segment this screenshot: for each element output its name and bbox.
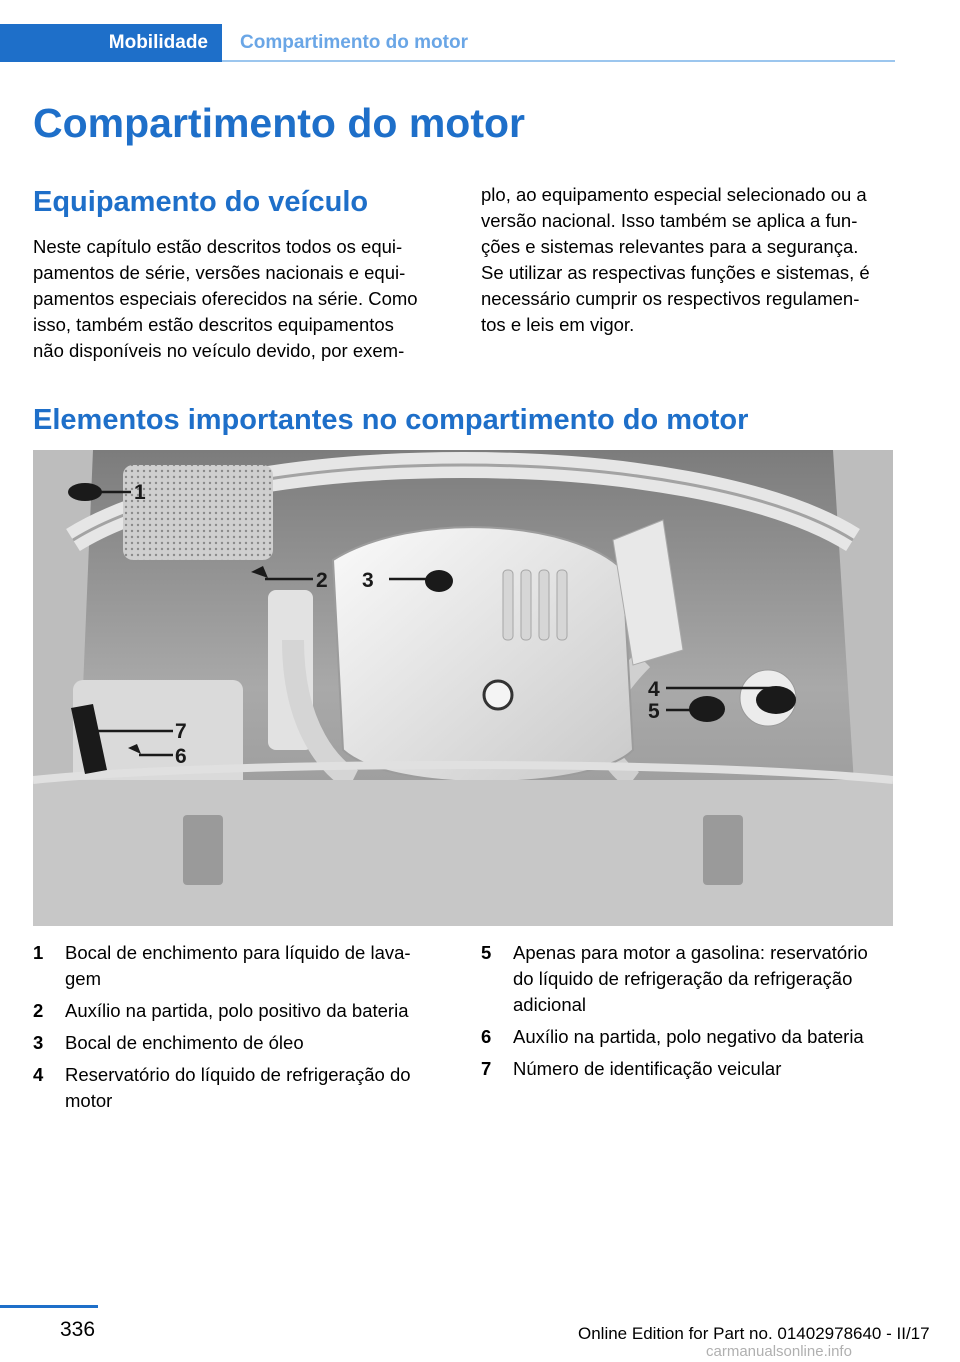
legend-number: 1 [33, 942, 44, 963]
photo-label-2: 2 [316, 569, 328, 592]
text-line: Número de identificação veicular [513, 1058, 782, 1079]
text-line: Reservatório do líquido de refrigeração do [65, 1064, 411, 1085]
legend-number: 4 [33, 1064, 44, 1085]
legend-text [513, 1024, 864, 1050]
text-line: versão nacional. Isso também se aplica a fun‐ [481, 210, 858, 231]
legend-text [65, 998, 409, 1024]
intro-paragraph-right [481, 182, 870, 338]
photo-label-6: 6 [175, 745, 187, 768]
legend-text [65, 1030, 304, 1056]
legend-text [65, 940, 411, 992]
text-line: necessário cumprir os respectivos regulamen‐ [481, 288, 860, 309]
text-line: Auxílio na partida, polo positivo da bateria [65, 1000, 409, 1021]
tab-mobilidade[interactable]: Mobilidade [0, 24, 222, 62]
tab-compartimento-do-motor[interactable]: Compartimento do motor [240, 32, 468, 53]
photo-label-4: 4 [648, 678, 660, 701]
legend-number: 7 [481, 1058, 492, 1079]
intro-paragraph-left [33, 234, 418, 364]
engine-compartment-photo [33, 450, 893, 926]
edition-note: Online Edition for Part no. 01402978640 - II/17 [578, 1324, 930, 1343]
photo-label-3: 3 [362, 569, 374, 592]
text-line: motor [65, 1090, 113, 1111]
legend-number: 2 [33, 1000, 44, 1021]
footer-accent-line [0, 1305, 98, 1308]
legend-left [33, 940, 433, 1120]
text-line: adicional [513, 994, 587, 1015]
section-heading-equipamento: Equipamento do veículo [33, 186, 369, 218]
tab-underline [222, 60, 895, 62]
text-line: isso, também estão descritos equipamentos [33, 314, 394, 335]
legend-text [513, 1056, 781, 1082]
legend-number: 5 [481, 942, 492, 963]
text-line: Se utilizar as respectivas funções e sistemas, é [481, 262, 870, 283]
text-line: não disponíveis no veículo devido, por exem‐ [33, 340, 405, 361]
text-line: pamentos especiais oferecidos na série. Como [33, 288, 418, 309]
text-line: Neste capítulo estão descritos todos os equi‐ [33, 236, 403, 257]
legend-item [33, 1030, 433, 1056]
legend-number: 3 [33, 1032, 44, 1053]
text-line: do líquido de refrigeração da refrigeração [513, 968, 853, 989]
legend-text [513, 940, 868, 1018]
photo-label-1: 1 [134, 481, 146, 504]
watermark: carmanualsonline.info [706, 1343, 852, 1360]
page-title: Compartimento do motor [33, 100, 525, 146]
photo-label-7: 7 [175, 720, 187, 743]
legend-number: 6 [481, 1026, 492, 1047]
legend-item [481, 1024, 881, 1050]
text-line: plo, ao equipamento especial selecionado ou a [481, 184, 867, 205]
text-line: gem [65, 968, 101, 989]
text-line: Bocal de enchimento para líquido de lava‐ [65, 942, 411, 963]
text-line: tos e leis em vigor. [481, 314, 635, 335]
text-line: Apenas para motor a gasolina: reservatório [513, 942, 868, 963]
legend-item [481, 1056, 881, 1082]
legend-item [481, 940, 881, 1018]
text-line: ções e sistemas relevantes para a segurança. [481, 236, 859, 257]
legend-text [65, 1062, 411, 1114]
legend-right [481, 940, 881, 1088]
legend-item [33, 998, 433, 1024]
photo-label-5: 5 [648, 700, 660, 723]
legend-item [33, 1062, 433, 1114]
page-number: 336 [60, 1318, 96, 1341]
section-heading-elementos: Elementos importantes no compartimento do motor [33, 404, 749, 436]
text-line: pamentos de série, versões nacionais e equi‐ [33, 262, 406, 283]
header-tab-bar [0, 24, 895, 62]
text-line: Auxílio na partida, polo negativo da bateria [513, 1026, 864, 1047]
legend-item [33, 940, 433, 992]
text-line: Bocal de enchimento de óleo [65, 1032, 304, 1053]
